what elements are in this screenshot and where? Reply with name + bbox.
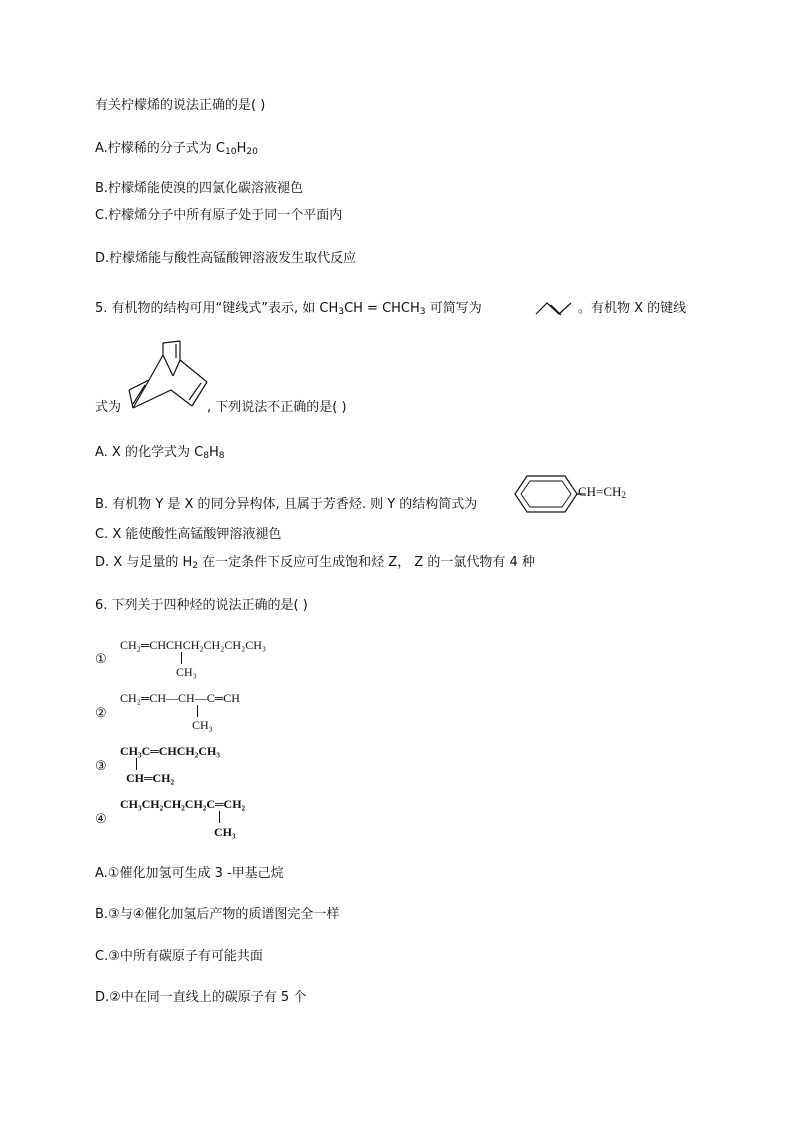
structure-2-number: ② xyxy=(95,705,107,720)
q4-option-a xyxy=(95,141,258,157)
structure-3-bond xyxy=(136,758,137,770)
structure-2-branch: CH₃ xyxy=(192,718,213,732)
q5-stem xyxy=(95,301,482,317)
structure-1-bond xyxy=(181,652,182,664)
q4-a-mid: H xyxy=(236,141,247,156)
q5-option-a xyxy=(95,445,225,461)
q5-option-b: B. 有机物 Y 是 X 的同分异构体, 且属于芳香烃. 则 Y 的结构简式为 xyxy=(95,497,478,512)
q4-option-b: B.柠檬烯能使溴的四氯化碳溶液褪色 xyxy=(95,181,304,196)
bicyclooctatriene-structure-icon xyxy=(125,338,210,413)
structure-2-bond xyxy=(197,705,198,717)
q6-option-c: C.③中所有碳原子有可能共面 xyxy=(95,949,263,964)
q4-option-c: C.柠檬烯分子中所有原子处于同一个平面内 xyxy=(95,208,343,223)
q4-a-sub1: 10 xyxy=(225,147,237,157)
q6-option-b: B.③与④催化加氢后产物的质谱图完全一样 xyxy=(95,907,340,922)
q6-option-a: A.①催化加氢可生成 3 -甲基己烷 xyxy=(95,866,284,881)
structure-2-main-chain: CH₂═CH—CH—C═CH xyxy=(120,691,240,705)
structure-1-branch: CH₃ xyxy=(176,665,197,679)
structure-3-number: ③ xyxy=(95,758,107,773)
q5-d-pre: D. X 与足量的 H xyxy=(95,555,193,570)
q5-stem-pre: 5. 有机物的结构可用“键线式”表示, 如 CH xyxy=(95,301,339,316)
q4-a-sub2: 20 xyxy=(246,147,258,157)
structure-1-number: ① xyxy=(95,651,107,666)
q5-line2-pre: 式为 xyxy=(95,400,122,415)
q5-option-c: C. X 能使酸性高锰酸钾溶液褪色 xyxy=(95,527,282,542)
q5-d-sub: 2 xyxy=(192,561,199,571)
styrene-chain-text: CH=CH xyxy=(578,484,622,499)
q5-a-mid: H xyxy=(208,445,219,460)
structure-3-main-chain: CH₃C═CHCH₂CH₃ xyxy=(120,744,220,758)
q6-stem: 6. 下列关于四种烃的说法正确的是( ) xyxy=(95,598,308,613)
q5-stem-end: 。有机物 X 的键线 xyxy=(578,301,687,316)
q5-option-d xyxy=(95,555,535,571)
structure-4-main-chain: CH₃CH₂CH₂CH₂C═CH₂ xyxy=(120,797,246,811)
q5-stem-sub2: 3 xyxy=(419,307,426,317)
q4-a-pre: A.柠檬稀的分子式为 C xyxy=(95,141,226,156)
styrene-benzene-ring-icon xyxy=(507,474,587,514)
q5-a-sub1: 8 xyxy=(203,451,209,461)
q5-d-post: 在一定条件下反应可生成饱和烃 Z， Z 的一氯代物有 4 种 xyxy=(198,555,535,570)
structure-1-main-chain: CH₂═CHCHCH₂CH₂CH₂CH₃ xyxy=(120,638,267,652)
q5-stem-mid: CH = CHCH xyxy=(344,301,420,316)
q5-stem-post: 可简写为 xyxy=(425,301,482,316)
q5-stem-sub1: 3 xyxy=(338,307,345,317)
q5-line2-post: , 下列说法不正确的是( ) xyxy=(207,400,347,415)
q5-a-sub2: 8 xyxy=(218,451,225,461)
butene-skeletal-icon xyxy=(535,298,575,318)
structure-4-branch: CH₃ xyxy=(214,825,236,839)
structure-3-branch: CH═CH₂ xyxy=(126,771,175,785)
q4-option-d: D.柠檬烯能与酸性高锰酸钾溶液发生取代反应 xyxy=(95,251,357,266)
q4-stem: 有关柠檬烯的说法正确的是( ) xyxy=(95,98,266,113)
q5-a-pre: A. X 的化学式为 C xyxy=(95,445,204,460)
structure-4-bond xyxy=(219,811,220,823)
styrene-chain-sub: 2 xyxy=(621,490,626,500)
styrene-vinyl-chain xyxy=(578,485,626,499)
q6-option-d: D.②中在同一直线上的碳原子有 5 个 xyxy=(95,990,307,1005)
structure-4-number: ④ xyxy=(95,811,107,826)
